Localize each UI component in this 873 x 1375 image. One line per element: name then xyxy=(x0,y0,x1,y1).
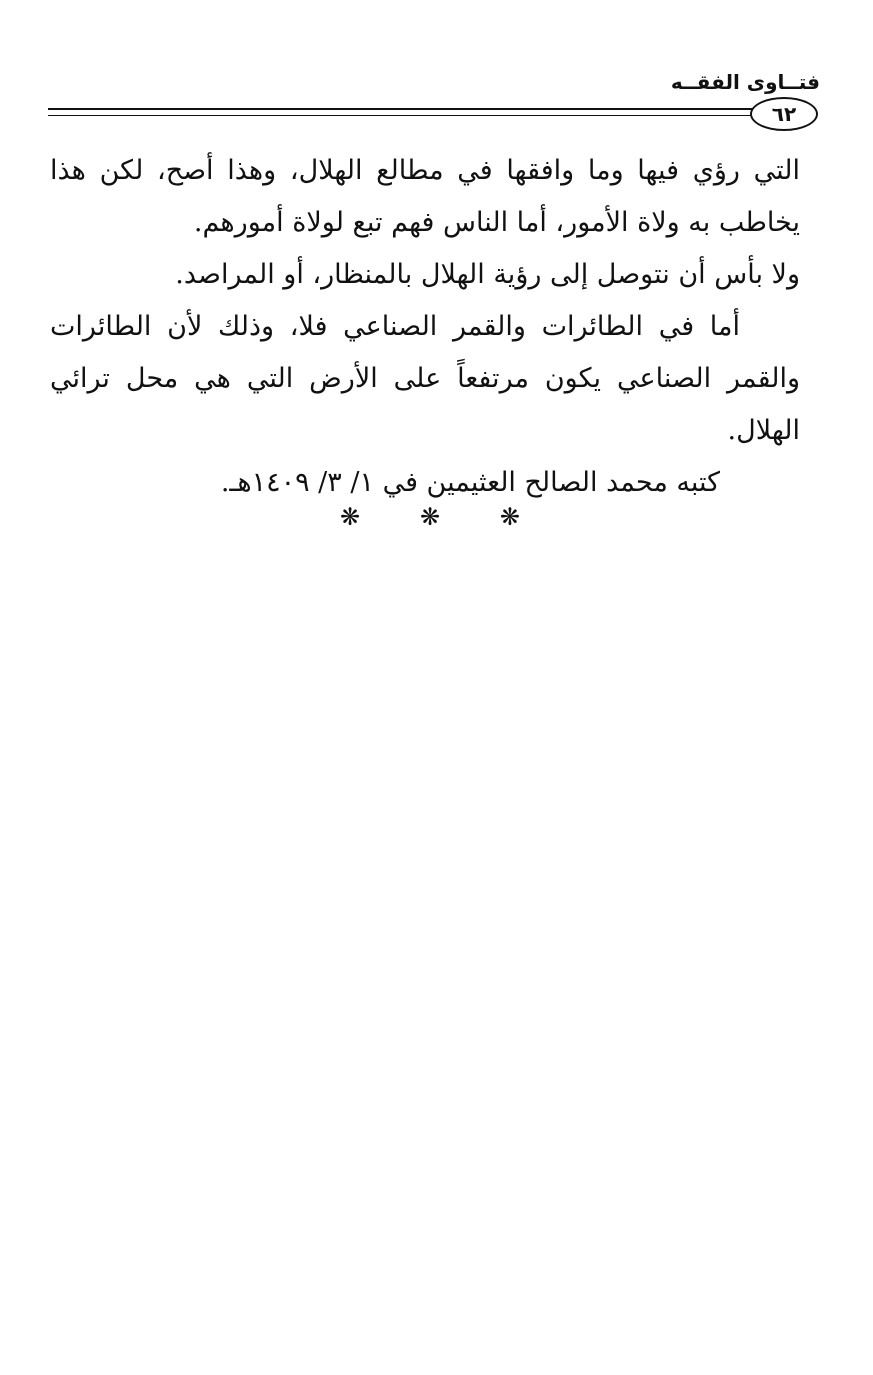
star-icon: ❋ xyxy=(419,503,441,531)
page-body xyxy=(50,145,800,509)
page-number: ٦٢ xyxy=(750,97,818,131)
paragraph-2: ولا بأس أن نتوصل إلى رؤية الهلال بالمنظار، أو المراصد. xyxy=(175,259,800,290)
header-rule xyxy=(48,108,768,116)
star-icon: ❋ xyxy=(340,503,361,531)
section-separator xyxy=(340,503,520,531)
page-header xyxy=(40,70,820,130)
signature: كتبه محمد الصالح العثيمين في ١/ ٣/ ١٤٠٩هـ. xyxy=(220,467,720,498)
paragraph-3: أما في الطائرات والقمر الصناعي فلا، وذلك لأن الطائرات والقمر الصناعي يكون مرتفعاً على الأرض التي هي محل ترائي الهلال. xyxy=(50,311,800,446)
star-icon: ❋ xyxy=(499,503,520,531)
paragraph-1: التي رؤي فيها وما وافقها في مطالع الهلال، وهذا أصح، لكن هذا يخاطب به ولاة الأمور، أما الناس فهم تبع لولاة أمورهم. xyxy=(50,155,800,238)
book-title: فتــاوى الفقــه xyxy=(670,70,820,94)
